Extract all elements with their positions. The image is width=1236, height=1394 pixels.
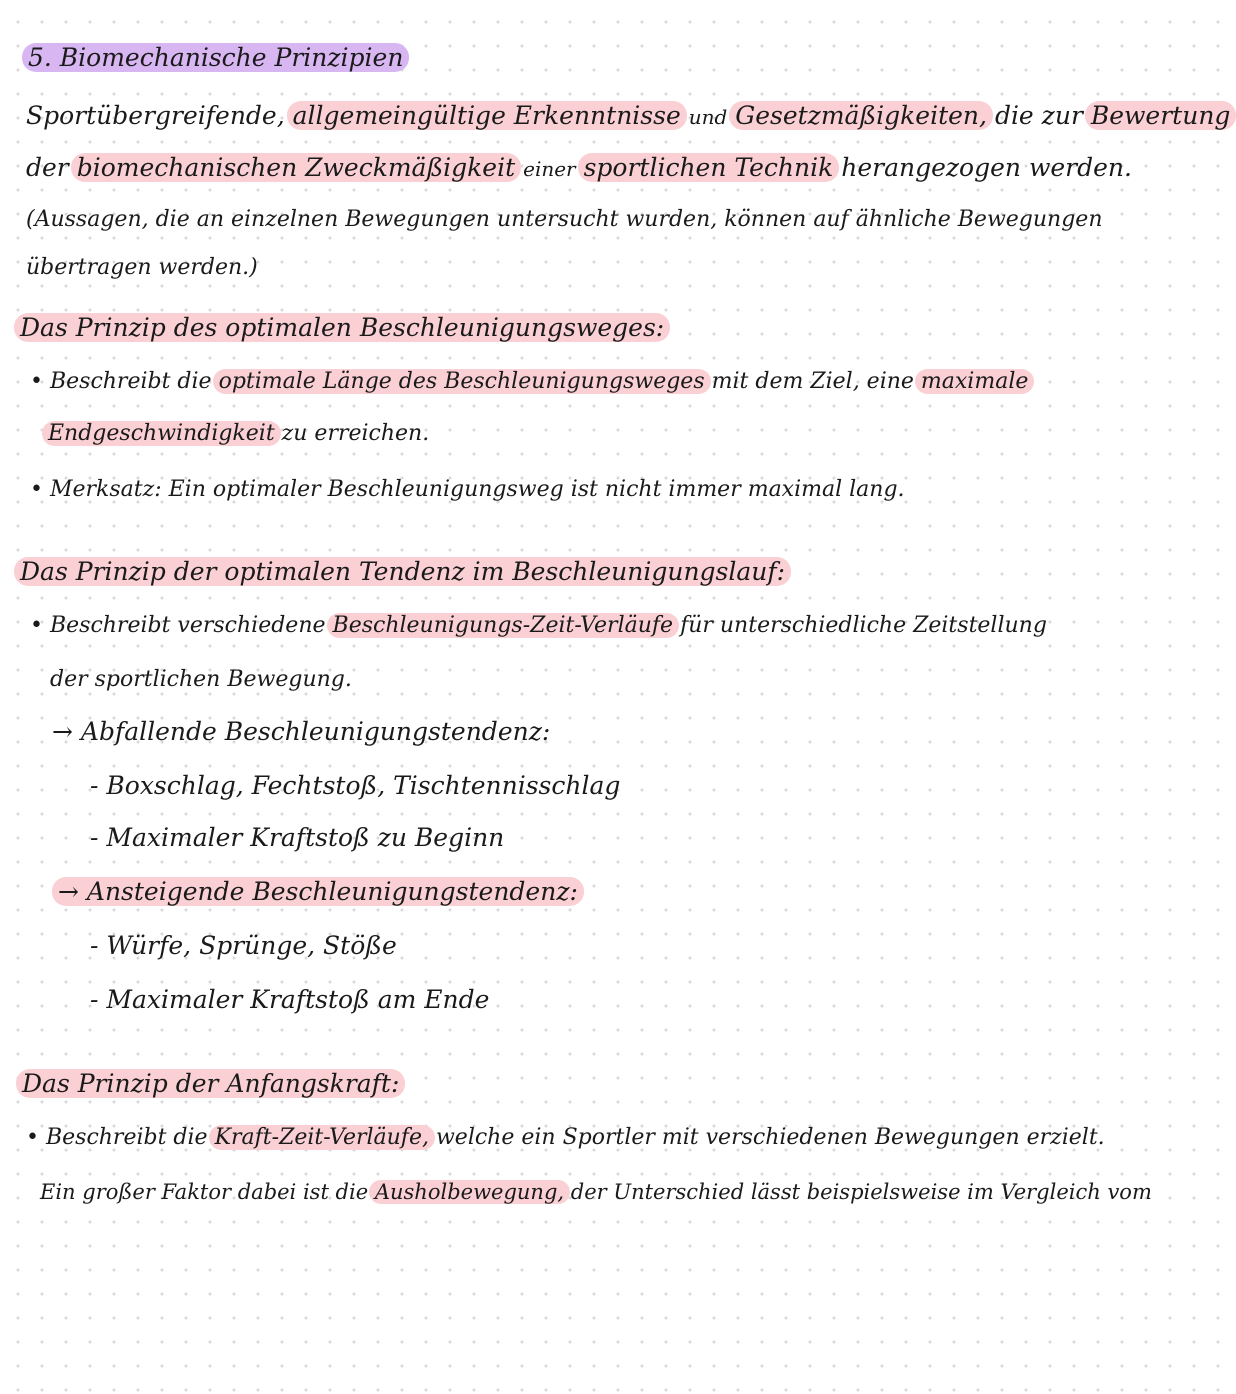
section3-line-2: Ein großer Faktor dabei ist die Ausholbewegung, der Unterschied lässt beispielsweise im Vergleich vom (40, 1180, 1152, 1204)
section2-sub1-item-2: - Maximaler Kraftstoß zu Beginn (90, 823, 505, 852)
highlight: Bewertung (1085, 101, 1236, 130)
section2-sub1-item-1: - Boxschlag, Fechtstoß, Tischtennisschlag (90, 771, 621, 800)
highlight: biomechanischen Zweckmäßigkeit (71, 153, 521, 182)
section2-bullet-1: • Beschreibt verschiedene Beschleunigungs-Zeit-Verläufe für unterschiedliche Zeitstellung (30, 613, 1047, 638)
intro-line-3: (Aussagen, die an einzelnen Bewegungen untersucht wurden, können auf ähnliche Bewegungen (26, 207, 1103, 232)
highlight: → Ansteigende Beschleunigungstendenz: (52, 877, 584, 906)
highlight: Gesetzmäßigkeiten, (729, 101, 993, 130)
highlight: Kraft-Zeit-Verläufe, (209, 1125, 435, 1150)
title-line (28, 38, 403, 78)
section1-heading-line (20, 308, 664, 348)
section-heading: Das Prinzip der optimalen Tendenz im Beschleunigungslauf: (14, 557, 791, 586)
section1-bullet-1: • Beschreibt die optimale Länge des Beschleunigungsweges mit dem Ziel, eine maximale (30, 362, 1028, 402)
highlight: Endgeschwindigkeit (42, 421, 281, 446)
intro-line-1: Sportübergreifende, allgemeingültige Erkenntnisse und Gesetzmäßigkeiten, die zur Bewertung (26, 96, 1230, 137)
section1-bullet-1-cont: Endgeschwindigkeit zu erreichen. (48, 414, 429, 454)
page-title: 5. Biomechanische Prinzipien (22, 43, 409, 72)
section2-heading-line (20, 552, 785, 592)
highlight: maximale (915, 369, 1034, 394)
section2-sub1-heading: → Abfallende Beschleunigungstendenz: (52, 717, 551, 746)
section2-sub2-item-1: - Würfe, Sprünge, Stöße (90, 931, 397, 960)
section2-sub2-heading (58, 872, 578, 912)
section3-heading-line (22, 1064, 399, 1104)
highlight: Beschleunigungs-Zeit-Verläufe (327, 613, 680, 638)
section3-bullet-1: • Beschreibt die Kraft-Zeit-Verläufe, welche ein Sportler mit verschiedenen Bewegungen erzielt. (26, 1125, 1105, 1150)
highlight: optimale Länge des Beschleunigungsweges (213, 369, 711, 394)
section-heading: Das Prinzip des optimalen Beschleunigungsweges: (14, 313, 670, 342)
highlight: Ausholbewegung, (369, 1180, 570, 1204)
section-heading: Das Prinzip der Anfangskraft: (16, 1069, 405, 1098)
highlight: sportlichen Technik (578, 153, 840, 182)
intro-line-2: der biomechanischen Zweckmäßigkeit einer sportlichen Technik herangezogen werden. (26, 153, 1132, 182)
highlight: allgemeingültige Erkenntnisse (287, 101, 687, 130)
section1-bullet-2: • Merksatz: Ein optimaler Beschleunigungsweg ist nicht immer maximal lang. (30, 477, 905, 502)
section2-bullet-1-cont: der sportlichen Bewegung. (50, 667, 352, 692)
intro-line-4: übertragen werden.) (26, 255, 258, 280)
section2-sub2-item-2: - Maximaler Kraftstoß am Ende (90, 985, 490, 1014)
